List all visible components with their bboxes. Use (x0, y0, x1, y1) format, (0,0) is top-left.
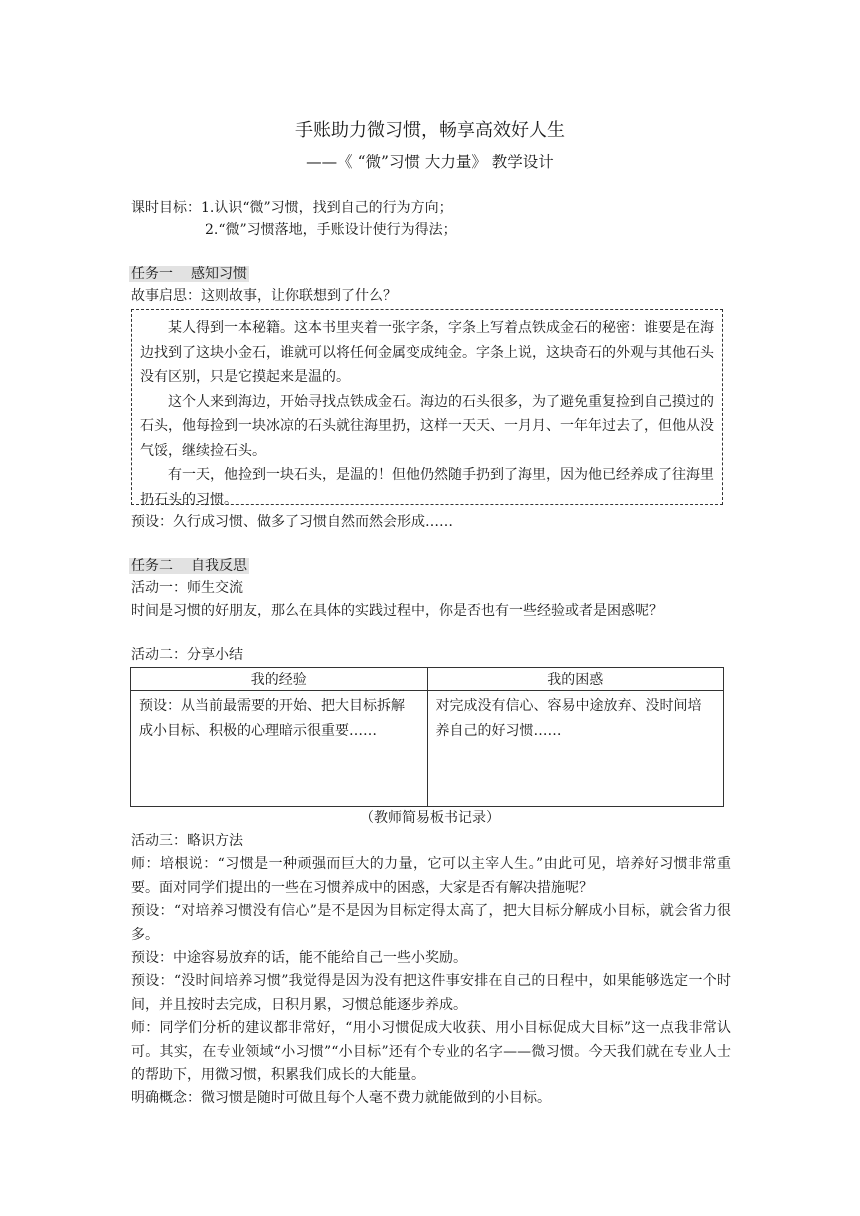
table-caption: （教师简易板书记录） (360, 810, 500, 826)
lesson-goals-line1 (131, 198, 453, 218)
task1-heading-highlight (129, 266, 249, 282)
concept-definition: 明确概念：微习惯是随时可做且每个人毫不费力就能做到的小目标。 (131, 1090, 551, 1106)
goal-item-2: 2.“微”习惯落地，手账设计使行为得法； (205, 222, 457, 238)
experience-cell: 预设：从当前最需要的开始、把大目标拆解成小目标、积极的心理暗示很重要…… (131, 691, 428, 807)
task2-heading-highlight (129, 558, 249, 574)
story-paragraph-1: 某人得到一本秘籍。这本书里夹着一张字条，字条上写着点铁成金石的秘密：谁要是在海边找到了这块小金石，谁就可以将任何金属变成纯金。字条上说，这块奇石的外观与其他石头没有区别，只是它摸起来是温的。 (140, 320, 714, 385)
task1-prompt: 故事启思：这则故事，让你联想到了什么？ (131, 288, 397, 304)
document-subtitle: ——《 “微”习惯 大力量》 教学设计 (306, 153, 554, 171)
task1-name: 感知习惯 (191, 266, 247, 282)
confusion-header: 我的困惑 (427, 668, 724, 691)
activity3-title: 活动三：略识方法 (131, 833, 243, 849)
task1-preset: 预设：久行成习惯、做多了习惯自然而然会形成…… (131, 514, 453, 530)
task1-heading (131, 264, 249, 284)
table-header-row (131, 668, 724, 691)
goal-item-1: 1.认识“微”习惯，找到自己的行为方向； (201, 200, 453, 216)
task2-name: 自我反思 (191, 558, 247, 574)
teacher-paragraph-1: 师：培根说：“习惯是一种顽强而巨大的力量，它可以主宰人生。”由此可见，培养好习惯非常重要。面对同学们提出的一些在习惯养成中的困惑，大家是否有解决措施呢？ (131, 856, 731, 896)
experience-header: 我的经验 (131, 668, 428, 691)
story-paragraph-3: 有一天，他捡到一块石头，是温的！但他仍然随手扔到了海里，因为他已经养成了往海里扔石头的习惯。 (140, 467, 714, 508)
confusion-cell: 对完成没有信心、容易中途放弃、没时间培养自己的好习惯…… (427, 691, 724, 807)
activity1-text: 时间是习惯的好朋友，那么在具体的实践过程中，你是否也有一些经验或者是困惑呢？ (131, 603, 663, 619)
preset-paragraph-1: 预设：“对培养习惯没有信心”是不是因为目标定得太高了，把大目标分解成小目标，就会省力很多。 (131, 903, 731, 943)
document-title: 手账助力微习惯，畅享高效好人生 (295, 120, 565, 141)
summary-table (130, 667, 724, 807)
activity1-title: 活动一：师生交流 (131, 580, 243, 596)
task2-heading (131, 556, 249, 576)
teacher-paragraph-2: 师：同学们分析的建议都非常好，“用小习惯促成大收获、用小目标促成大目标”这一点我非常认可。其实，在专业领域“小习惯”“小目标”还有个专业的名字——微习惯。今天我们就在专业人士的帮助下，用微习惯，积累我们成长的大能量。 (131, 1020, 731, 1084)
activity2-title: 活动二：分享小结 (131, 647, 243, 663)
story-box (131, 309, 723, 508)
goals-label: 课时目标： (131, 200, 201, 216)
preset-paragraph-2: 预设：中途容易放弃的话，能不能给自己一些小奖励。 (131, 950, 467, 966)
story-paragraph-2: 这个人来到海边，开始寻找点铁成金石。海边的石头很多，为了避免重复捡到自己摸过的石头，他每捡到一块冰凉的石头就往海里扔，这样一天天、一月月、一年年过去了，但他从没气馁，继续捡石头。 (140, 393, 714, 459)
preset-paragraph-3: 预设：“没时间培养习惯”我觉得是因为没有把这件事安排在自己的日程中，如果能够选定一个时间，并且按时去完成，日积月累，习惯总能逐步养成。 (131, 973, 731, 1013)
task2-number: 任务二 (131, 558, 173, 574)
task1-number: 任务一 (131, 266, 173, 282)
table-row (131, 691, 724, 807)
